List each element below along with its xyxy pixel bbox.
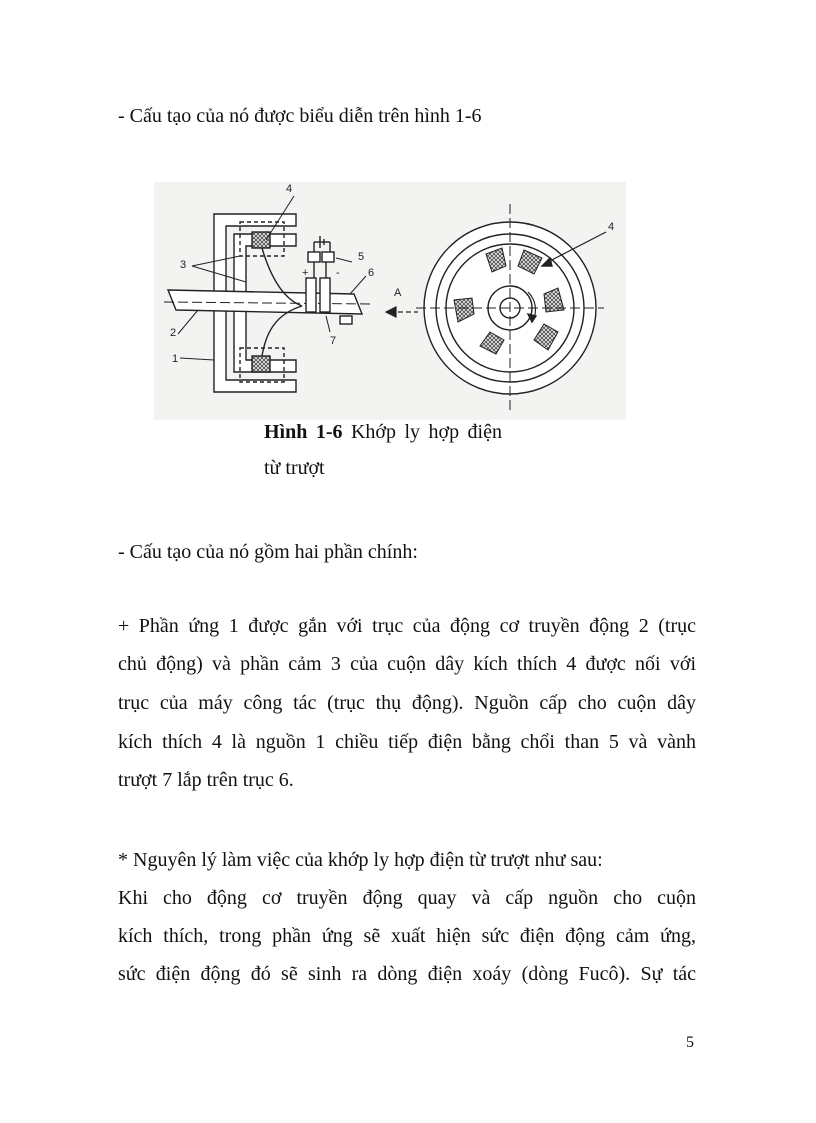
label-2: 2	[170, 327, 177, 339]
figure-1-6	[154, 182, 626, 420]
para3-title: * Nguyên lý làm việc của khớp ly hợp điện từ trượt như sau:	[118, 849, 603, 871]
label-1: 1	[172, 353, 179, 365]
intro-text: - Cấu tạo của nó được biểu diễn trên hình 1-6	[118, 105, 482, 127]
front-view	[416, 204, 606, 412]
label-4-right: 4	[608, 221, 615, 233]
caption-figure-number: Hình 1-6	[264, 421, 343, 443]
para1-text: - Cấu tạo của nó gồm hai phần chính:	[118, 541, 418, 563]
page-number: 5	[686, 1034, 694, 1051]
para2-line4: kích thích 4 là nguồn 1 chiều tiếp điện bằng chổi than 5 và vành	[118, 731, 696, 753]
para2-line5: trượt 7 lắp trên trục 6.	[118, 769, 294, 791]
label-a: A	[394, 287, 402, 299]
caption-text: Khớp ly hợp điện	[350, 421, 502, 443]
clutch-diagram	[154, 182, 626, 420]
para3-line1: Khi cho động cơ truyền động quay và cấp nguồn cho cuộn	[118, 887, 696, 909]
plus-sign: +	[302, 267, 309, 279]
figure-caption-line2: từ trượt	[264, 457, 325, 479]
para2-line2: chủ động) và phần cảm 3 của cuộn dây kích thích 4 được nối với	[118, 653, 696, 675]
para3-line3: sức điện động đó sẽ sinh ra dòng điện xoáy (dòng Fucô). Sự tác	[118, 963, 696, 985]
para2-line1: + Phần ứng 1 được gắn với trục của động cơ truyền động 2 (trục	[118, 615, 696, 637]
para2-line3: trục của máy công tác (trục thụ động). Nguồn cấp cho cuộn dây	[118, 692, 696, 714]
label-3: 3	[180, 259, 187, 271]
figure-caption-line1	[264, 420, 502, 444]
label-5: 5	[358, 251, 365, 263]
minus-sign: -	[336, 267, 340, 279]
view-arrow	[386, 307, 418, 317]
label-4-left: 4	[286, 183, 293, 195]
para3-line2: kích thích, trong phần ứng sẽ xuất hiện sức điện động cảm ứng,	[118, 925, 696, 947]
side-view	[164, 196, 375, 392]
label-7: 7	[330, 335, 337, 347]
label-6: 6	[368, 267, 375, 279]
